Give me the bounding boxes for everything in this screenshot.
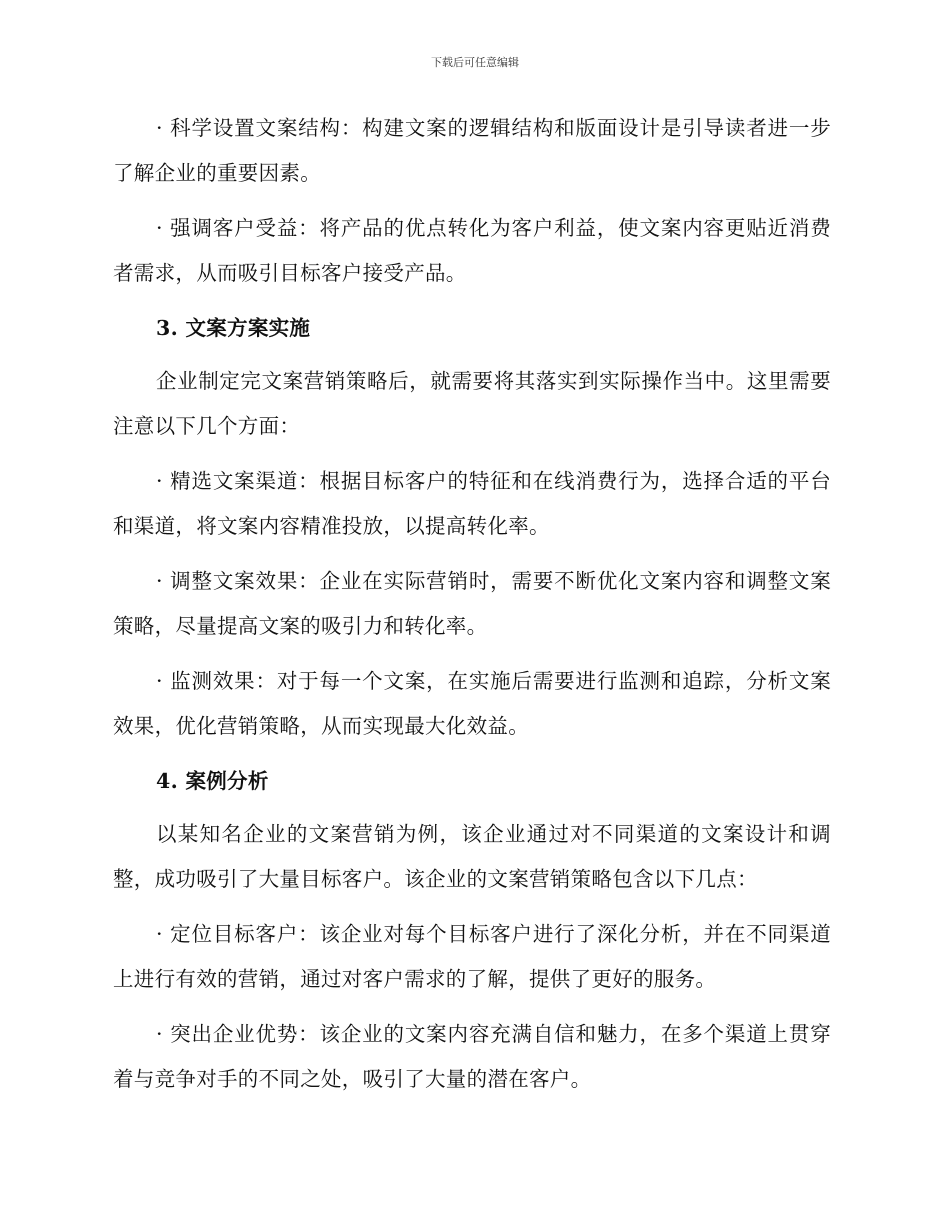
bullet-paragraph: · 调整文案效果：企业在实际营销时，需要不断优化文案内容和调整文案策略，尽量提高文案的吸引力和转化率。 [113,569,831,638]
body-paragraph: 企业制定完文案营销策略后，就需要将其落实到实际操作当中。这里需要注意以下几个方面： [113,369,831,438]
body-paragraph: 以某知名企业的文案营销为例，该企业通过对不同渠道的文案设计和调整，成功吸引了大量目标客户。该企业的文案营销策略包含以下几点： [113,822,831,891]
bullet-paragraph: · 定位目标客户：该企业对每个目标客户进行了深化分析，并在不同渠道上进行有效的营销，通过对客户需求的了解，提供了更好的服务。 [113,922,831,991]
section-heading: 4. 案例分析 [156,769,269,793]
bullet-paragraph: · 精选文案渠道：根据目标客户的特征和在线消费行为，选择合适的平台和渠道，将文案内容精准投放，以提高转化率。 [113,469,831,538]
bullet-paragraph: · 强调客户受益：将产品的优点转化为客户利益，使文案内容更贴近消费者需求，从而吸引目标客户接受产品。 [113,216,831,285]
bullet-paragraph: · 科学设置文案结构：构建文案的逻辑结构和版面设计是引导读者进一步了解企业的重要因素。 [113,116,831,185]
bullet-paragraph: · 监测效果：对于每一个文案，在实施后需要进行监测和追踪，分析文案效果，优化营销策略，从而实现最大化效益。 [113,669,831,738]
bullet-paragraph: · 突出企业优势：该企业的文案内容充满自信和魅力，在多个渠道上贯穿着与竞争对手的不同之处，吸引了大量的潜在客户。 [113,1022,831,1091]
page-header: 下载后可任意编辑 [431,56,519,69]
document-body [113,106,831,1112]
section-heading: 3. 文案方案实施 [156,316,311,340]
